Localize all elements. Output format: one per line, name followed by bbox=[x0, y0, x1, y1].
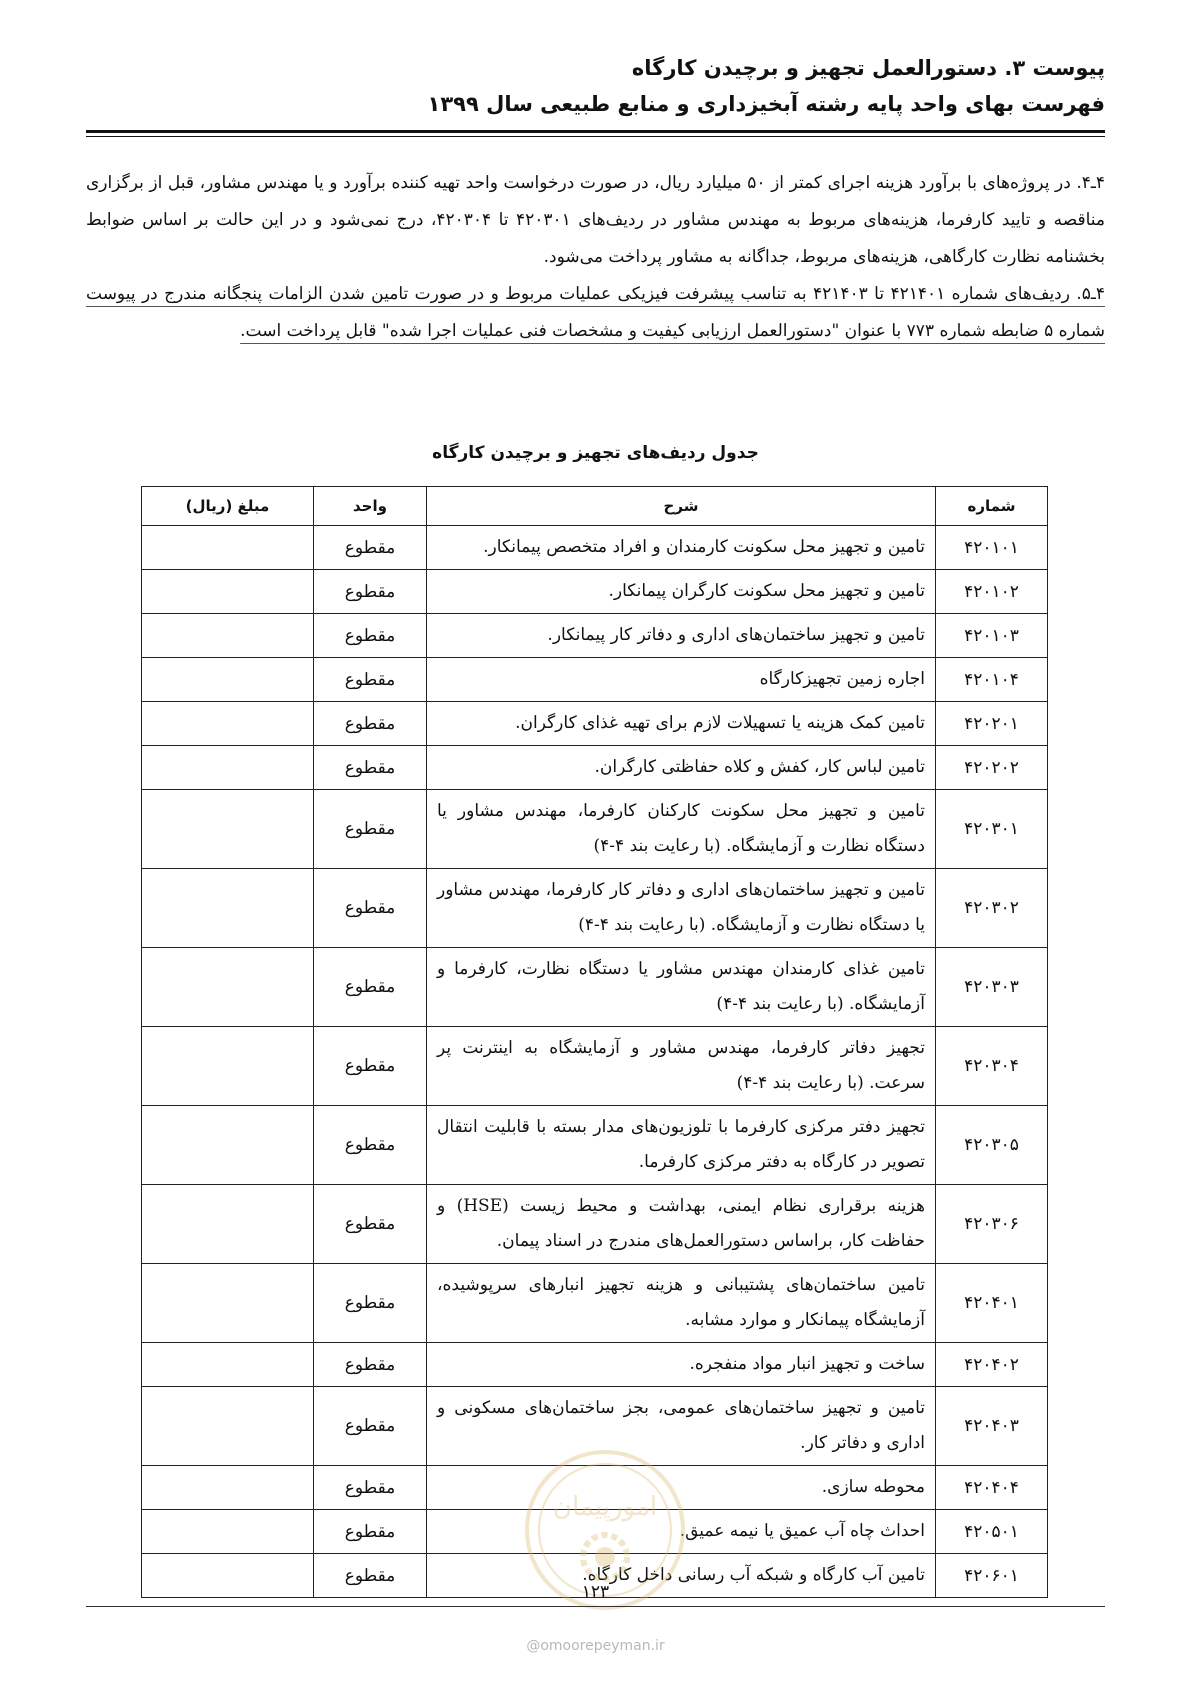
row-amount bbox=[142, 790, 314, 869]
header-unit: واحد bbox=[314, 487, 427, 526]
table-row bbox=[142, 570, 1048, 614]
row-description: تجهیز دفتر مرکزی کارفرما با تلوزیون‌های مدار بسته با قابلیت انتقال تصویر در کارگاه به دفتر مرکزی کارفرما. bbox=[427, 1106, 936, 1185]
page-header bbox=[86, 50, 1105, 137]
items-table bbox=[141, 486, 1048, 1598]
row-description: تامین ساختمان‌های پشتیبانی و هزینه تجهیز انبارهای سرپوشیده، آزمایشگاه پیمانکار و موارد مشابه. bbox=[427, 1264, 936, 1343]
table-row bbox=[142, 948, 1048, 1027]
row-unit: مقطوع bbox=[314, 658, 427, 702]
row-unit: مقطوع bbox=[314, 1106, 427, 1185]
row-amount bbox=[142, 1264, 314, 1343]
header-description: شرح bbox=[427, 487, 936, 526]
site-watermark: @omoorepeyman.ir bbox=[526, 1638, 665, 1654]
table-row bbox=[142, 1185, 1048, 1264]
row-number: ۴۲۰۴۰۱ bbox=[936, 1264, 1048, 1343]
row-description: تامین و تجهیز محل سکونت کارگران پیمانکار. bbox=[427, 570, 936, 614]
row-description: ساخت و تجهیز انبار مواد منفجره. bbox=[427, 1343, 936, 1387]
header-title: پیوست ۳. دستورالعمل تجهیز و برچیدن کارگاه bbox=[631, 56, 1105, 80]
row-description: تامین آب کارگاه و شبکه آب رسانی داخل کارگاه. bbox=[427, 1554, 936, 1598]
row-description: هزینه برقراری نظام ایمنی، بهداشت و محیط زیست (HSE) و حفاظت کار، براساس دستورالعمل‌های مندرج در اسناد پیمان. bbox=[427, 1185, 936, 1264]
row-amount bbox=[142, 1466, 314, 1510]
table-row bbox=[142, 1027, 1048, 1106]
row-amount bbox=[142, 869, 314, 948]
row-amount bbox=[142, 948, 314, 1027]
row-number: ۴۲۰۳۰۶ bbox=[936, 1185, 1048, 1264]
row-amount bbox=[142, 1106, 314, 1185]
table-row bbox=[142, 658, 1048, 702]
row-description: تامین و تجهیز ساختمان‌های اداری و دفاتر کار پیمانکار. bbox=[427, 614, 936, 658]
row-unit: مقطوع bbox=[314, 702, 427, 746]
table-title: جدول ردیف‌های تجهیز و برچیدن کارگاه bbox=[432, 443, 759, 463]
header-number: شماره bbox=[936, 487, 1048, 526]
row-unit: مقطوع bbox=[314, 570, 427, 614]
row-number: ۴۲۰۳۰۳ bbox=[936, 948, 1048, 1027]
row-unit: مقطوع bbox=[314, 1185, 427, 1264]
header-rule-thin bbox=[86, 136, 1105, 137]
table-body bbox=[142, 526, 1048, 1598]
row-description: تامین لباس کار، کفش و کلاه حفاظتی کارگران. bbox=[427, 746, 936, 790]
row-description: محوطه سازی. bbox=[427, 1466, 936, 1510]
row-amount bbox=[142, 658, 314, 702]
row-number: ۴۲۰۳۰۴ bbox=[936, 1027, 1048, 1106]
row-unit: مقطوع bbox=[314, 1264, 427, 1343]
table-row bbox=[142, 1510, 1048, 1554]
row-description: احداث چاه آب عمیق یا نیمه عمیق. bbox=[427, 1510, 936, 1554]
table-row bbox=[142, 790, 1048, 869]
row-unit: مقطوع bbox=[314, 1510, 427, 1554]
footer-rule bbox=[86, 1606, 1105, 1607]
row-unit: مقطوع bbox=[314, 1027, 427, 1106]
row-number: ۴۲۰۴۰۳ bbox=[936, 1387, 1048, 1466]
row-number: ۴۲۰۴۰۲ bbox=[936, 1343, 1048, 1387]
page-number: ۱۲۳ bbox=[581, 1582, 610, 1602]
row-unit: مقطوع bbox=[314, 526, 427, 570]
table-row bbox=[142, 1264, 1048, 1343]
row-description: تامین و تجهیز ساختمان‌های اداری و دفاتر کار کارفرما، مهندس مشاور یا دستگاه نظارت و آزمایشگاه. (با رعایت بند ۴-۴) bbox=[427, 869, 936, 948]
row-unit: مقطوع bbox=[314, 1554, 427, 1598]
row-number: ۴۲۰۴۰۴ bbox=[936, 1466, 1048, 1510]
table-row bbox=[142, 1106, 1048, 1185]
row-unit: مقطوع bbox=[314, 1343, 427, 1387]
row-amount bbox=[142, 614, 314, 658]
row-description: تامین و تجهیز محل سکونت کارمندان و افراد متخصص پیمانکار. bbox=[427, 526, 936, 570]
header-subtitle: فهرست بهای واحد پایه رشته آبخیزداری و منابع طبیعی سال ۱۳۹۹ bbox=[427, 92, 1105, 116]
row-unit: مقطوع bbox=[314, 1387, 427, 1466]
row-description: تامین و تجهیز محل سکونت کارکنان کارفرما، مهندس مشاور یا دستگاه نظارت و آزمایشگاه. (با رعایت بند ۴-۴) bbox=[427, 790, 936, 869]
row-number: ۴۲۰۶۰۱ bbox=[936, 1554, 1048, 1598]
row-unit: مقطوع bbox=[314, 746, 427, 790]
header-amount: مبلغ (ریال) bbox=[142, 487, 314, 526]
watermark-text: امورپیمان bbox=[552, 1492, 658, 1522]
table-row bbox=[142, 1466, 1048, 1510]
paragraph-4-4: ۴ـ۴. در پروژه‌های با برآورد هزینه اجرای کمتر از ۵۰ میلیارد ریال، در صورت درخواست واحد تهیه کننده برآورد و یا مهندس مشاور، قبل از برگزاری مناقصه و تایید کارفرما، هزینه‌های مربوط به مهندس مشاور در ردیف‌های ۴۲۰۳۰۱ تا ۴۲۰۳۰۴، درج نمی‌شود و در این حالت بر اساس ضوابط بخشنامه نظارت کارگاهی، هزینه‌های مربوط، جداگانه به مشاور پرداخت می‌شود. bbox=[86, 173, 1106, 267]
row-number: ۴۲۰۱۰۲ bbox=[936, 570, 1048, 614]
row-amount bbox=[142, 526, 314, 570]
row-number: ۴۲۰۱۰۱ bbox=[936, 526, 1048, 570]
row-description: تامین کمک هزینه یا تسهیلات لازم برای تهیه غذای کارگران. bbox=[427, 702, 936, 746]
row-number: ۴۲۰۲۰۲ bbox=[936, 746, 1048, 790]
table-row bbox=[142, 746, 1048, 790]
row-description: تامین و تجهیز ساختمان‌های عمومی، بجز ساختمان‌های مسکونی و اداری و دفاتر کار. bbox=[427, 1387, 936, 1466]
row-number: ۴۲۰۳۰۵ bbox=[936, 1106, 1048, 1185]
table-row bbox=[142, 1387, 1048, 1466]
table-row bbox=[142, 702, 1048, 746]
table-header-row bbox=[142, 487, 1048, 526]
row-number: ۴۲۰۲۰۱ bbox=[936, 702, 1048, 746]
paragraph-4-5: ۴ـ۵. ردیف‌های شماره ۴۲۱۴۰۱ تا ۴۲۱۴۰۳ به تناسب پیشرفت فیزیکی عملیات مربوط و در صورت تامین شدن الزامات پنجگانه مندرج در پیوست شماره ۵ ضابطه شماره ۷۷۳ با عنوان "دستورالعمل ارزیابی کیفیت و مشخصات فنی عملیات اجرا شده" قابل پرداخت است. bbox=[86, 284, 1106, 341]
row-amount bbox=[142, 570, 314, 614]
row-unit: مقطوع bbox=[314, 1466, 427, 1510]
row-amount bbox=[142, 1027, 314, 1106]
row-description: تجهیز دفاتر کارفرما، مهندس مشاور و آزمایشگاه به اینترنت پر سرعت. (با رعایت بند ۴-۴) bbox=[427, 1027, 936, 1106]
row-unit: مقطوع bbox=[314, 948, 427, 1027]
row-amount bbox=[142, 1343, 314, 1387]
row-unit: مقطوع bbox=[314, 790, 427, 869]
row-amount bbox=[142, 1387, 314, 1466]
row-number: ۴۲۰۱۰۴ bbox=[936, 658, 1048, 702]
row-unit: مقطوع bbox=[314, 614, 427, 658]
row-amount bbox=[142, 1510, 314, 1554]
body-text bbox=[86, 165, 1105, 350]
row-amount bbox=[142, 702, 314, 746]
table-row bbox=[142, 1343, 1048, 1387]
row-amount bbox=[142, 1185, 314, 1264]
row-number: ۴۲۰۱۰۳ bbox=[936, 614, 1048, 658]
row-unit: مقطوع bbox=[314, 869, 427, 948]
row-description: تامین غذای کارمندان مهندس مشاور یا دستگاه نظارت، کارفرما و آزمایشگاه. (با رعایت بند ۴-۴) bbox=[427, 948, 936, 1027]
table-row bbox=[142, 869, 1048, 948]
row-number: ۴۲۰۳۰۲ bbox=[936, 869, 1048, 948]
header-rule bbox=[86, 130, 1105, 133]
table-row bbox=[142, 526, 1048, 570]
table-row bbox=[142, 614, 1048, 658]
row-description: اجاره زمین تجهیزکارگاه bbox=[427, 658, 936, 702]
row-number: ۴۲۰۳۰۱ bbox=[936, 790, 1048, 869]
row-number: ۴۲۰۵۰۱ bbox=[936, 1510, 1048, 1554]
row-amount bbox=[142, 746, 314, 790]
